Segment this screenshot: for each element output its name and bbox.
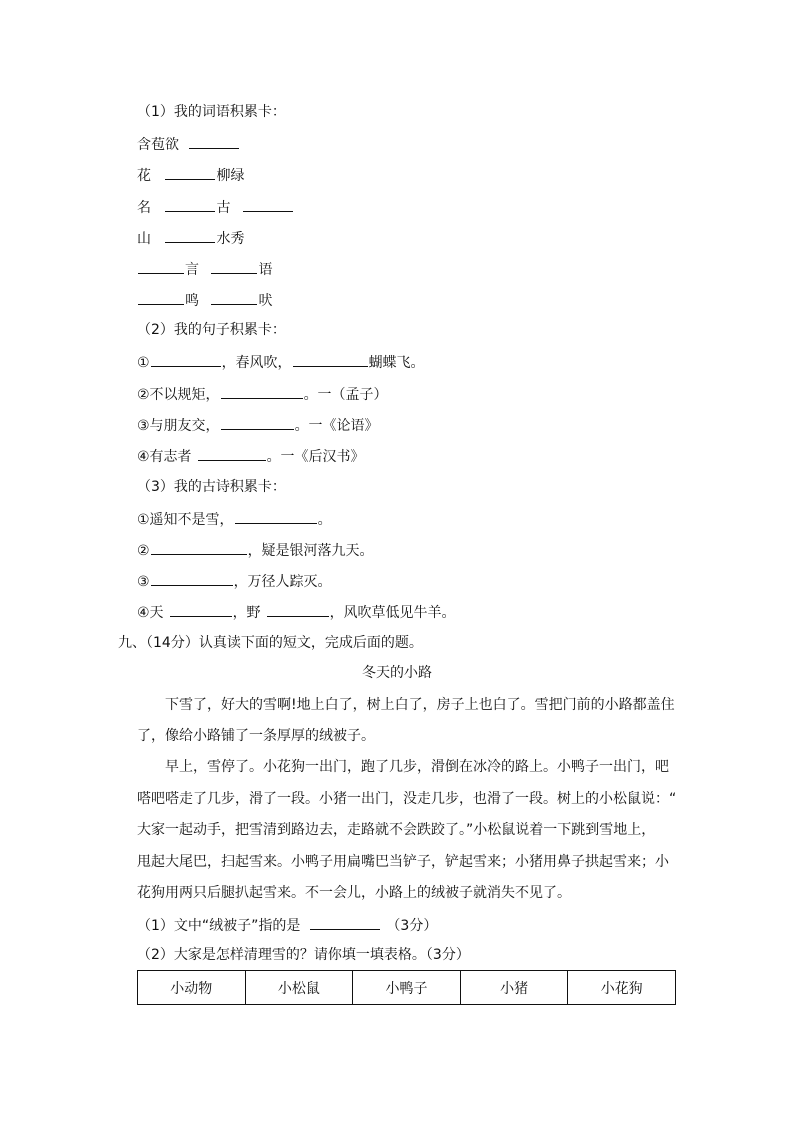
answer-blank[interactable] xyxy=(189,134,239,149)
poem-text: ，疑是银河落九天。 xyxy=(247,543,374,559)
passage-line: 了，像给小路铺了一条厚厚的绒被子。 xyxy=(137,728,375,744)
question-text: （3分） xyxy=(386,918,438,934)
sentence-text: ③与朋友交， xyxy=(137,418,220,434)
passage-line: 早上，雪停了。小花狗一出门，跑了几步，滑倒在冰冷的路上。小鸭子一出门，吧 xyxy=(165,759,669,775)
poem-card-2 xyxy=(137,540,374,560)
sentence-text: ，春风吹， xyxy=(221,355,292,371)
table-header-cell: 小花狗 xyxy=(568,971,676,1005)
poem-card-3 xyxy=(137,571,332,591)
word-card-line-3 xyxy=(137,197,294,217)
table-header-cell: 小鸭子 xyxy=(353,971,461,1005)
word-text: 山 xyxy=(137,231,151,247)
question-2: （2）大家是怎样清理雪的？请你填一填表格。（3分） xyxy=(137,947,470,963)
sentence-card-2 xyxy=(137,384,388,404)
sentence-card-4 xyxy=(137,446,365,466)
passage-line: 嗒吧嗒走了几步，滑了一段。小猪一出门，没走几步，也滑了一段。树上的小松鼠说：“ xyxy=(137,791,677,807)
table-row xyxy=(138,971,676,1005)
q2-heading: （2）我的句子积累卡： xyxy=(137,322,286,338)
sentence-card-3 xyxy=(137,415,379,435)
poem-text: ，风吹草低见牛羊。 xyxy=(329,605,456,621)
answer-blank[interactable] xyxy=(310,915,380,930)
sentence-text: ④有志者 xyxy=(137,449,192,465)
q3-heading: （3）我的古诗积累卡： xyxy=(137,479,286,495)
word-text: 名 xyxy=(137,200,151,216)
word-text: 鸣 xyxy=(185,293,199,309)
answer-blank[interactable] xyxy=(198,446,266,461)
q1-heading: （1）我的词语积累卡： xyxy=(137,104,286,120)
sentence-text: ① xyxy=(137,355,150,371)
word-card-line-6 xyxy=(137,290,272,310)
word-text: 语 xyxy=(258,262,273,278)
answer-blank[interactable] xyxy=(267,602,329,617)
section9-heading: 九、（14分）认真读下面的短文，完成后面的题。 xyxy=(118,635,423,651)
answer-blank[interactable] xyxy=(151,540,247,555)
answer-blank[interactable] xyxy=(221,415,294,430)
poem-text: ，万径人踪灭。 xyxy=(233,574,332,590)
word-card-line-2 xyxy=(137,165,244,185)
answer-blank[interactable] xyxy=(165,165,215,180)
sentence-text: 蝴蝶飞。 xyxy=(368,355,425,371)
poem-text: ④天 xyxy=(137,605,164,621)
table-header-cell: 小动物 xyxy=(138,971,246,1005)
answer-blank[interactable] xyxy=(138,259,184,274)
poem-text: 。 xyxy=(317,512,332,528)
poem-text: ② xyxy=(137,543,150,559)
answer-blank[interactable] xyxy=(165,228,215,243)
word-text: 花 xyxy=(137,168,151,184)
answer-blank[interactable] xyxy=(165,197,215,212)
answer-blank[interactable] xyxy=(170,602,232,617)
word-text: 柳绿 xyxy=(216,168,245,184)
table-header-cell: 小松鼠 xyxy=(245,971,353,1005)
answer-blank[interactable] xyxy=(235,509,317,524)
answer-blank[interactable] xyxy=(151,571,233,586)
poem-text: ，野 xyxy=(232,605,261,621)
passage-line: 花狗用两只后腿扒起雪来。不一会儿，小路上的绒被子就消失不见了。 xyxy=(137,885,571,901)
answer-blank[interactable] xyxy=(221,384,303,399)
question-text: （1）文中“绒被子”指的是 xyxy=(137,918,301,934)
word-text: 水秀 xyxy=(216,231,245,247)
passage-line: 大家一起动手，把雪清到路边去，走路就不会跌跤了。”小松鼠说着一下跳到雪地上， xyxy=(137,822,656,838)
sentence-text: 。一《论语》 xyxy=(294,418,379,434)
answer-table xyxy=(137,970,676,1005)
sentence-text: 。一《后汉书》 xyxy=(266,449,365,465)
word-card-line-1 xyxy=(137,134,240,154)
answer-blank[interactable] xyxy=(211,259,257,274)
poem-text: ①遥知不是雪， xyxy=(137,512,234,528)
word-text: 含苞欲 xyxy=(137,137,179,153)
answer-blank[interactable] xyxy=(138,290,184,305)
table-header-cell: 小猪 xyxy=(460,971,568,1005)
poem-text: ③ xyxy=(137,574,150,590)
poem-card-4 xyxy=(137,602,456,622)
question-1 xyxy=(137,915,437,935)
sentence-text: 。一（孟子） xyxy=(303,387,388,403)
word-card-line-4 xyxy=(137,228,244,248)
word-card-line-5 xyxy=(137,259,272,279)
answer-blank[interactable] xyxy=(151,352,221,367)
answer-blank[interactable] xyxy=(293,352,368,367)
answer-blank[interactable] xyxy=(211,290,257,305)
word-text: 吠 xyxy=(258,293,273,309)
passage-line: 甩起大尾巴，扫起雪来。小鸭子用扁嘴巴当铲子，铲起雪来；小猪用鼻子拱起雪来；小 xyxy=(137,854,669,870)
sentence-text: ②不以规矩， xyxy=(137,387,220,403)
word-text: 言 xyxy=(185,262,199,278)
poem-card-1 xyxy=(137,509,332,529)
answer-blank[interactable] xyxy=(243,197,293,212)
passage-line: 下雪了，好大的雪啊!地上白了，树上白了，房子上也白了。雪把门前的小路都盖住 xyxy=(165,697,675,713)
sentence-card-1 xyxy=(137,352,425,372)
word-text: 古 xyxy=(216,200,231,216)
passage-title: 冬天的小路 xyxy=(362,665,432,681)
